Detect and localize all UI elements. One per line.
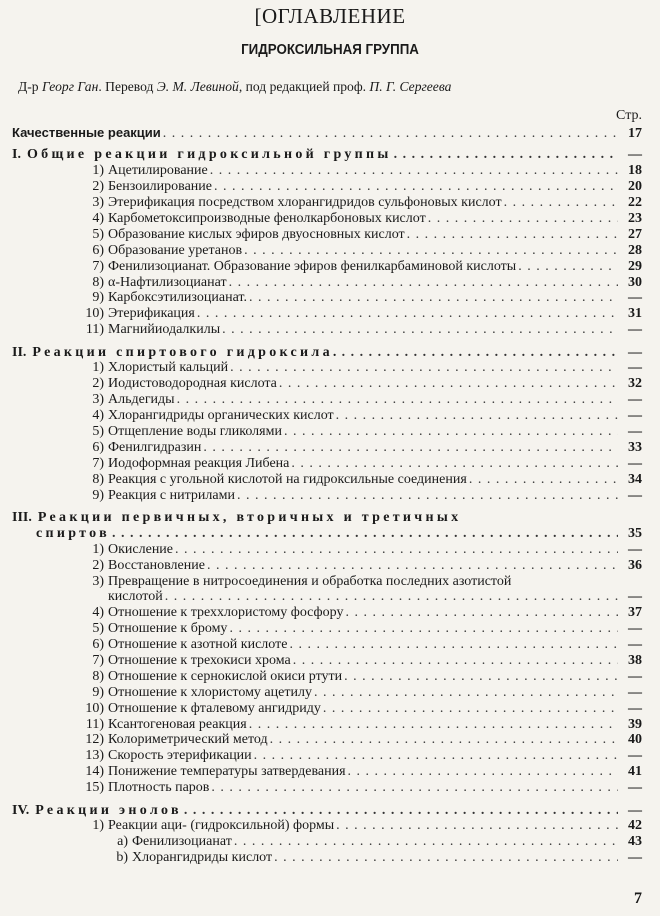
entry-label: Образование уретанов — [108, 242, 243, 258]
entry-number: 8) — [92, 668, 104, 684]
toc-entry — [12, 542, 642, 558]
toc-entry — [12, 179, 642, 195]
entry-label: Иодоформная реакция Либена — [108, 455, 290, 471]
leader-dots — [203, 440, 618, 456]
toc-entry — [12, 275, 642, 291]
toc-entry — [12, 259, 642, 275]
toc-entry — [12, 376, 642, 392]
toc-entry — [12, 243, 642, 259]
entry-number: 9) — [92, 487, 104, 503]
entry-page: 32 — [628, 376, 642, 392]
entry-number: 4) — [92, 210, 104, 226]
leader-dots — [344, 669, 618, 685]
leader-dots — [428, 211, 618, 227]
entry-number: b) — [116, 850, 128, 866]
toc-entry — [12, 472, 642, 488]
entry-number: 9) — [92, 684, 104, 700]
entry-page: — — [628, 684, 642, 700]
toc-subentry — [12, 834, 642, 850]
entry-label: Отношение к хлористому ацетилу — [108, 684, 312, 700]
leader-dots — [504, 195, 618, 211]
leader-dots — [165, 589, 618, 605]
entry-page: — — [628, 850, 642, 866]
entry-page: — — [628, 424, 642, 440]
toc-entry — [12, 605, 642, 621]
leader-dots — [336, 408, 618, 424]
toc-entry — [12, 637, 642, 653]
entry-label: Отношение к трехокиси хрома — [108, 653, 291, 668]
entry-number: a) — [117, 834, 128, 850]
entry-label: Восстановление — [108, 557, 205, 573]
entry-label: Отношение к азотной кислоте — [108, 637, 288, 653]
entry-page: — — [628, 487, 642, 503]
toc-entry — [12, 360, 642, 376]
entry-label: Карбометоксипроизводные фенолкарбоновых кислот — [108, 210, 426, 226]
entry-label: Отношение к треххлористому фосфору — [108, 605, 344, 621]
leader-dots — [214, 179, 618, 195]
chapter-subtitle: ГИДРОКСИЛЬНАЯ ГРУППА — [241, 42, 419, 58]
leader-dots — [348, 764, 618, 780]
entry-label: Реакция с нитрилами — [108, 487, 235, 503]
entry-label: α-Нафтилизоцианат — [108, 274, 227, 290]
entry-label: Ацетилирование — [108, 163, 208, 179]
credit-author: Георг Ган — [41, 80, 99, 95]
entry-page: 43 — [628, 834, 642, 850]
toc-entry — [12, 227, 642, 243]
entry-page: — — [628, 541, 642, 557]
toc-section-heading — [12, 803, 642, 819]
entry-number: 1) — [92, 163, 104, 179]
leader-dots — [274, 850, 618, 866]
entry-label: Карбоксэтилизоцианат. — [108, 290, 247, 306]
entry-number: 3) — [92, 392, 104, 408]
entry-label: Колориметрический метод — [108, 732, 268, 748]
section-number: III. — [12, 509, 32, 525]
leader-dots — [270, 732, 618, 748]
entry-label: Скорость этерификации — [108, 748, 252, 764]
section-title: Реакции первичных, вторичных и третичных — [37, 509, 462, 525]
leader-dots — [210, 163, 618, 179]
leader-dots — [342, 345, 618, 361]
credit-editor-prefix: , под редакцией проф. — [238, 80, 367, 95]
entry-page: — — [628, 748, 642, 764]
leader-dots — [197, 306, 618, 322]
toc-entry — [12, 780, 642, 796]
entry-label: Плотность паров — [108, 780, 210, 796]
entry-label — [12, 510, 461, 526]
entry-number: 4) — [92, 408, 104, 424]
toc-entry — [12, 408, 642, 424]
entry-number: 1) — [92, 360, 104, 376]
entry-number: 14) — [85, 764, 104, 780]
leader-dots — [469, 472, 618, 488]
entry-label: Иодистоводородная кислота — [108, 376, 277, 392]
leader-dots — [163, 126, 618, 142]
entry-label: Альдегиды — [108, 392, 175, 408]
entry-label: Окисление — [108, 541, 174, 557]
leader-dots — [249, 290, 618, 306]
entry-number: 5) — [92, 424, 104, 440]
toc-entry — [12, 748, 642, 764]
entry-label: Этерификация посредством хлорангидридов сульфоновых кислот — [108, 195, 502, 211]
entry-label: Фенилгидразин — [108, 439, 202, 455]
toc-section-heading-cont — [12, 526, 642, 542]
entry-label — [12, 345, 340, 361]
section-title: Реакции спиртового гидроксила. — [32, 344, 340, 360]
leader-dots — [177, 392, 618, 408]
entry-number: 9) — [92, 290, 104, 306]
entry-number: 7) — [92, 455, 104, 471]
entry-label: Отношение к фталевому ангидриду — [108, 700, 321, 716]
toc-section-heading — [12, 147, 642, 163]
entry-label: Бензоилирование — [108, 179, 213, 195]
toc-entry — [12, 818, 642, 834]
toc-section-heading — [12, 345, 642, 361]
entry-number: 1) — [92, 541, 104, 557]
entry-number: 4) — [92, 605, 104, 621]
toc-entry — [12, 621, 642, 637]
leader-dots — [345, 605, 618, 621]
entry-label — [12, 147, 392, 163]
credit-editor: П. Г. Сергеева — [369, 80, 452, 95]
entry-number: 3) — [92, 195, 104, 211]
entry-page: — — [628, 589, 642, 605]
entry-page: 35 — [628, 525, 642, 541]
toc-entry — [12, 392, 642, 408]
entry-page: 39 — [628, 716, 642, 732]
leader-dots — [293, 653, 618, 669]
entry-page: 40 — [628, 732, 642, 748]
entry-page: 34 — [628, 471, 642, 487]
page-column-label: Стр. — [616, 108, 642, 123]
entry-number: 2) — [92, 557, 104, 573]
toc-entry — [12, 306, 642, 322]
entry-page: — — [628, 408, 642, 424]
entry-page: 31 — [628, 306, 642, 322]
leader-dots — [518, 259, 618, 275]
entry-page: — — [628, 802, 642, 818]
entry-number: 3) — [92, 573, 104, 589]
toc-subentry — [12, 850, 642, 866]
entry-number: 8) — [92, 471, 104, 487]
leader-dots — [407, 227, 618, 243]
entry-number: 6) — [92, 439, 104, 455]
entry-number: 1) — [92, 818, 104, 834]
toc-entry — [12, 701, 642, 717]
leader-dots — [394, 147, 618, 163]
entry-number: 12) — [85, 732, 104, 748]
entry-page: 38 — [628, 653, 642, 668]
entry-label: Фенилизоцианат — [132, 834, 232, 850]
entry-page: 23 — [628, 210, 642, 226]
page-title: [ОГЛАВЛЕНИЕ — [254, 4, 406, 28]
entry-page: — — [628, 455, 642, 471]
toc-entry — [12, 440, 642, 456]
toc-entry — [12, 685, 642, 701]
toc-entry — [12, 211, 642, 227]
toc-entry — [12, 322, 642, 338]
entry-page: — — [628, 290, 642, 306]
toc-entry-cont — [12, 589, 642, 605]
entry-page: — — [628, 392, 642, 408]
leader-dots — [284, 424, 618, 440]
entry-page: 37 — [628, 605, 642, 621]
entry-label: Реакция с угольной кислотой на гидроксильные соединения — [108, 471, 467, 487]
entry-page: — — [628, 668, 642, 684]
entry-page: 41 — [628, 764, 642, 780]
entry-page: — — [628, 344, 642, 360]
leader-dots — [112, 526, 618, 542]
section-title: Общие реакции гидроксильной группы — [26, 147, 392, 163]
entry-page: 42 — [628, 818, 642, 834]
toc-entry — [12, 456, 642, 472]
credits-line — [18, 80, 631, 96]
credit-author-prefix: Д-р — [18, 80, 39, 95]
toc-entry — [12, 290, 642, 306]
entry-label: кислотой — [108, 589, 163, 605]
entry-label: Хлорангидриды органических кислот — [108, 408, 334, 424]
entry-number: 5) — [92, 226, 104, 242]
entry-number: 2) — [92, 179, 104, 195]
entry-number: 7) — [92, 258, 104, 274]
entry-label: Отношение к сернокислой окиси ртути — [108, 668, 343, 684]
toc-entry — [12, 717, 642, 733]
leader-dots — [254, 748, 618, 764]
entry-label: Качественные реакции — [12, 125, 161, 140]
toc-section-heading — [12, 510, 642, 526]
entry-label: Ксантогеновая реакция — [108, 716, 247, 732]
entry-label: Этерификация — [108, 306, 195, 322]
entry-page: 22 — [628, 195, 642, 211]
entry-page: — — [628, 147, 642, 163]
leader-dots — [211, 780, 618, 796]
entry-label: Магнийиодалкилы — [108, 322, 221, 338]
entry-label: Понижение температуры затвердевания — [108, 764, 346, 780]
section-number: I. — [12, 147, 21, 163]
entry-page: 30 — [628, 274, 642, 290]
leader-dots — [289, 637, 618, 653]
leader-dots — [229, 275, 618, 291]
entry-page: — — [628, 621, 642, 637]
entry-number: 8) — [92, 274, 104, 290]
entry-page: 33 — [628, 439, 642, 455]
leader-dots — [234, 834, 618, 850]
entry-page: — — [628, 637, 642, 653]
entry-number: 2) — [92, 376, 104, 392]
entry-page: — — [628, 360, 642, 376]
entry-label: Реакции аци- (гидроксильной) формы — [108, 818, 335, 834]
entry-page: 20 — [628, 179, 642, 195]
leader-dots — [175, 542, 618, 558]
section-number: IV. — [12, 802, 30, 818]
entry-page: 27 — [628, 226, 642, 242]
entry-number: 11) — [85, 716, 104, 732]
toc-entry — [12, 558, 642, 574]
entry-label: спиртов — [36, 525, 110, 541]
entry-number: 10) — [85, 306, 104, 322]
toc-entry — [12, 488, 642, 504]
table-of-contents — [12, 125, 642, 866]
entry-page: 17 — [628, 126, 642, 141]
entry-number: 7) — [92, 653, 104, 668]
leader-dots — [207, 558, 618, 574]
entry-page: 18 — [628, 163, 642, 179]
entry-page: — — [628, 322, 642, 338]
leader-dots — [230, 360, 618, 376]
entry-label: Отщепление воды гликолями — [108, 424, 282, 440]
leader-dots — [279, 376, 618, 392]
toc-entry-qualitative — [12, 125, 642, 141]
entry-label: Фенилизоцианат. Образование эфиров фенилкарбаминовой кислоты — [108, 258, 517, 274]
leader-dots — [323, 701, 618, 717]
leader-dots — [222, 322, 618, 338]
entry-page: — — [628, 780, 642, 796]
credit-translator: Э. М. Левиной — [156, 80, 239, 95]
entry-page: — — [628, 700, 642, 716]
entry-number: 10) — [85, 700, 104, 716]
toc-entry — [12, 764, 642, 780]
page-number: 7 — [634, 890, 642, 907]
entry-number: 5) — [92, 621, 104, 637]
toc-entry — [12, 195, 642, 211]
entry-label: Отношение к брому — [108, 621, 228, 637]
leader-dots — [336, 818, 618, 834]
entry-label: Хлористый кальций — [108, 360, 229, 376]
section-title: Реакции энолов — [35, 802, 182, 818]
credit-translation-prefix: . Перевод — [98, 80, 154, 95]
toc-entry — [12, 424, 642, 440]
toc-entry — [12, 653, 642, 669]
leader-dots — [244, 243, 618, 259]
leader-dots — [229, 621, 618, 637]
entry-number: 13) — [85, 748, 104, 764]
entry-number: 6) — [92, 637, 104, 653]
entry-number: 11) — [85, 322, 104, 338]
entry-label: Образование кислых эфиров двуосновных кислот — [108, 226, 405, 242]
leader-dots — [291, 456, 618, 472]
toc-entry — [12, 732, 642, 748]
entry-number: 6) — [92, 242, 104, 258]
toc-entry — [12, 669, 642, 685]
entry-number: 15) — [85, 780, 104, 796]
toc-entry — [12, 163, 642, 179]
leader-dots — [184, 803, 618, 819]
leader-dots — [249, 717, 618, 733]
entry-page: 36 — [628, 557, 642, 573]
entry-page: 28 — [628, 242, 642, 258]
section-number: II. — [12, 344, 27, 360]
toc-entry — [12, 574, 642, 590]
leader-dots — [314, 685, 618, 701]
entry-page: 29 — [628, 258, 642, 274]
entry-label: Превращение в нитросоединения и обработка последних азотистой — [108, 573, 512, 589]
entry-label — [12, 803, 182, 819]
entry-label: Хлорангидриды кислот — [132, 850, 273, 866]
leader-dots — [237, 488, 618, 504]
